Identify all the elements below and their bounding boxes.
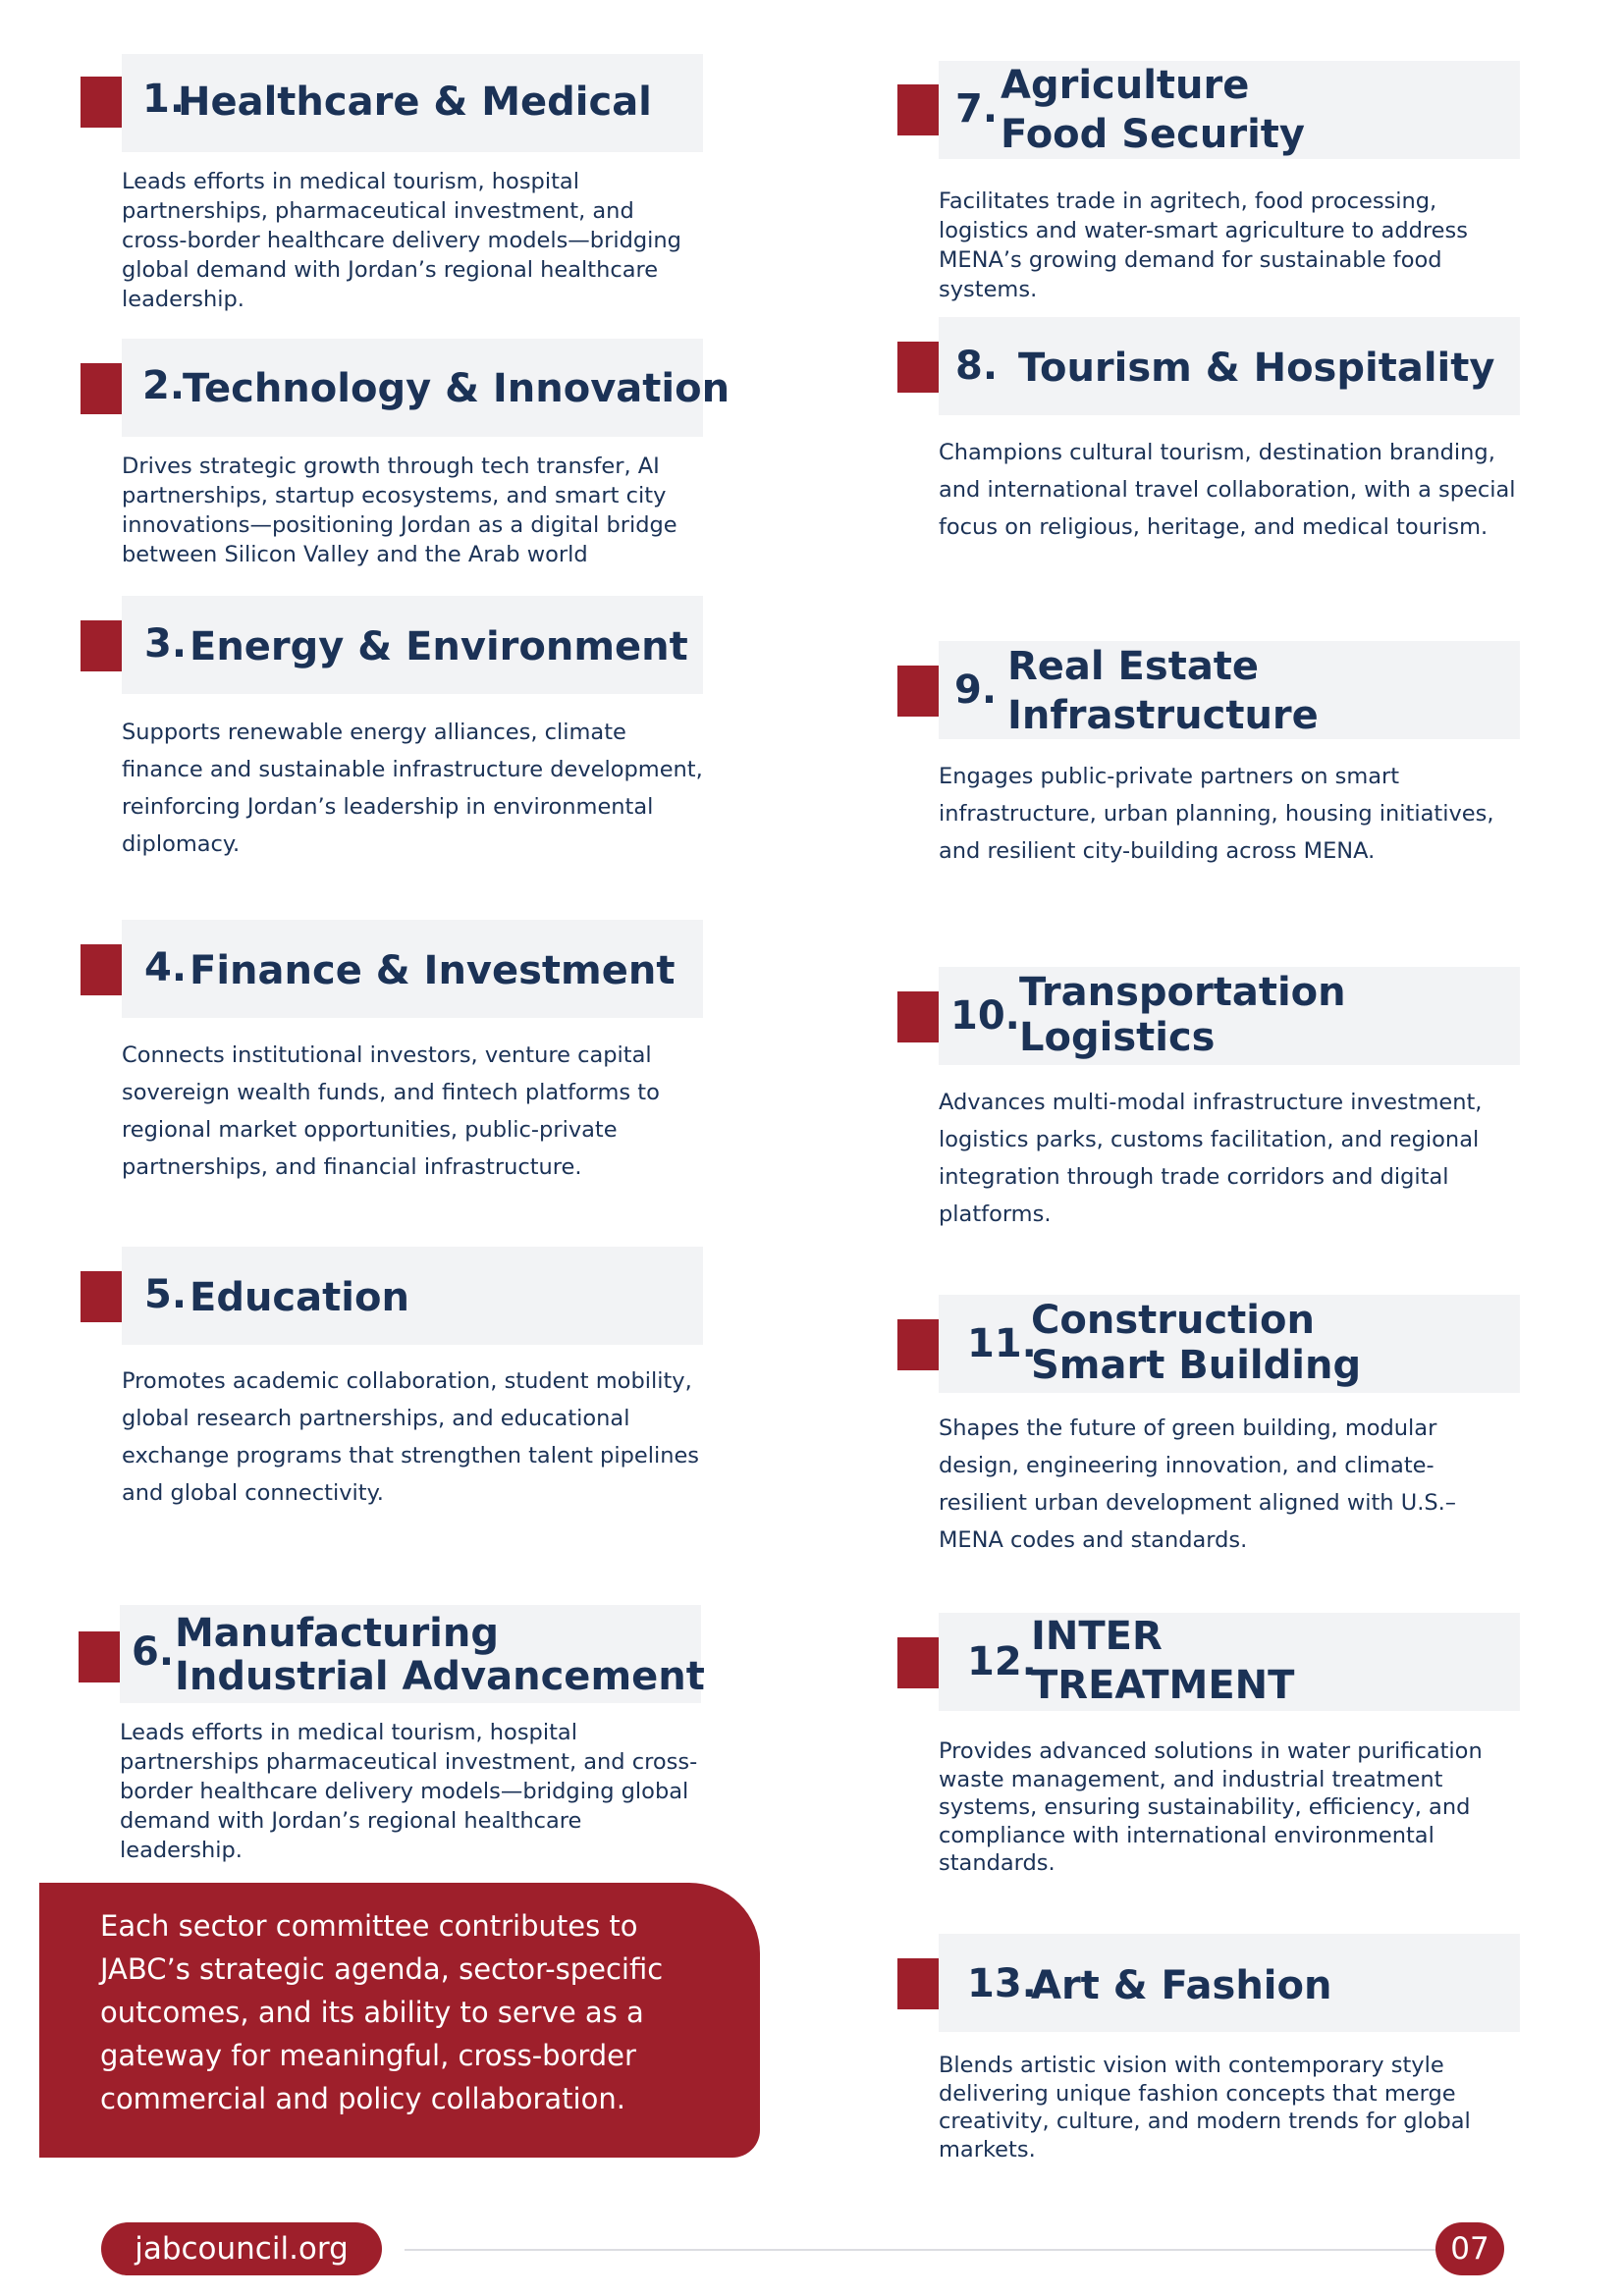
- sector-title: Technology & Innovation: [183, 366, 731, 411]
- sector-title: Energy & Environment: [189, 624, 688, 669]
- sector-number: 4.: [144, 945, 188, 990]
- sector-title-line2: Food Security: [1001, 112, 1305, 157]
- sector-title-line1: Agriculture: [1001, 63, 1250, 108]
- sector-title-line1: INTER: [1031, 1614, 1163, 1659]
- sector-number: 3.: [144, 621, 188, 667]
- sector-description: Provides advanced solutions in water purification waste management, and industrial treatment systems, ensuring sustainability, efficiency, and compliance with international environmental standards.: [939, 1738, 1483, 1876]
- accent-square: [897, 666, 939, 717]
- callout-text: Each sector committee contributes to JABC’s strategic agenda, sector-specific outcomes, and its ability to serve as a gateway for meaningful, cross-border commercial and policy collaboration.: [100, 1909, 664, 2115]
- sector-title-line2: Infrastructure: [1007, 693, 1319, 738]
- sector-description: Advances multi-modal infrastructure investment, logistics parks, customs facilitation, and regional integration through trade corridors and digital platforms.: [939, 1090, 1483, 1227]
- footer-divider: [405, 2249, 1435, 2251]
- sector-description: Connects institutional investors, venture capital sovereign wealth funds, and fintech platforms to regional market opportunities, public-private partnerships, and financial infrastructure.: [122, 1042, 660, 1180]
- accent-square: [81, 1271, 122, 1322]
- sector-number: 11.: [967, 1321, 1037, 1366]
- sector-number: 1.: [142, 77, 186, 122]
- accent-square: [81, 363, 122, 414]
- sector-title-line2: Logistics: [1019, 1015, 1216, 1060]
- sector-description: Supports renewable energy alliances, climate finance and sustainable infrastructure development, reinforcing Jordan’s leadership in environmental diplomacy.: [122, 720, 703, 857]
- sector-title: Education: [189, 1275, 409, 1320]
- accent-square: [897, 1319, 939, 1370]
- accent-square: [81, 620, 122, 671]
- sector-number: 7.: [955, 86, 999, 132]
- page-number: 07: [1435, 2222, 1504, 2275]
- sector-description: Leads efforts in medical tourism, hospital partnerships pharmaceutical investment, and cross-border healthcare delivery models—bridging global demand with Jordan’s regional healthcare leadership.: [120, 1720, 698, 1863]
- accent-square: [897, 991, 939, 1042]
- sector-description: Facilitates trade in agritech, food processing, logistics and water-smart agriculture to address MENA’s growing demand for sustainable food systems.: [939, 188, 1468, 302]
- sector-number: 5.: [144, 1272, 188, 1317]
- sector-description: Blends artistic vision with contemporary style delivering unique fashion concepts that merge creativity, culture, and modern trends for global markets.: [939, 2053, 1471, 2163]
- sector-number: 6.: [132, 1629, 175, 1675]
- sector-title-line1: Construction: [1031, 1298, 1315, 1343]
- accent-square: [897, 342, 939, 393]
- accent-square: [81, 77, 122, 128]
- sector-title: Tourism & Hospitality: [1018, 346, 1495, 391]
- sector-title-line2: TREATMENT: [1031, 1663, 1295, 1708]
- sector-description: Leads efforts in medical tourism, hospital partnerships, pharmaceutical investment, and cross-border healthcare delivery models—bridging global demand with Jordan’s regional healthcare leadership.: [122, 169, 681, 312]
- sector-title: Finance & Investment: [189, 948, 676, 993]
- sector-number: 13.: [967, 1961, 1037, 2006]
- sector-title-line1: Real Estate: [1007, 644, 1260, 689]
- sector-description: Shapes the future of green building, modular design, engineering innovation, and climate-resilient urban development aligned with U.S.–MENA codes and standards.: [939, 1415, 1457, 1553]
- sector-description: Engages public-private partners on smart infrastructure, urban planning, housing initiatives, and resilient city-building across MENA.: [939, 764, 1494, 864]
- sector-description: Drives strategic growth through tech transfer, AI partnerships, startup ecosystems, and smart city innovations—positioning Jordan as a digital bridge between Silicon Valley and the Arab world: [122, 454, 677, 567]
- sector-number: 12.: [967, 1639, 1037, 1684]
- accent-square: [81, 944, 122, 995]
- sector-title: Healthcare & Medical: [178, 80, 652, 125]
- sector-title-line1: Transportation: [1019, 970, 1346, 1015]
- sector-title: Art & Fashion: [1031, 1963, 1332, 2008]
- sector-number: 2.: [142, 363, 186, 408]
- sector-title-line2: Industrial Advancement: [175, 1654, 705, 1699]
- accent-square: [897, 1958, 939, 2009]
- website-link[interactable]: jabcouncil.org: [101, 2222, 382, 2275]
- callout-panel: [39, 1883, 760, 2158]
- sector-number: 10.: [950, 993, 1020, 1039]
- accent-square: [897, 84, 939, 135]
- sector-description: Champions cultural tourism, destination branding, and international travel collaboration, with a special focus on religious, heritage, and medical tourism.: [939, 440, 1516, 540]
- accent-square: [897, 1637, 939, 1688]
- sector-description: Promotes academic collaboration, student mobility, global research partnerships, and educational exchange programs that strengthen talent pipelines and global connectivity.: [122, 1368, 700, 1506]
- sector-number: 9.: [954, 667, 998, 713]
- sector-title-line1: Manufacturing: [175, 1611, 499, 1656]
- accent-square: [79, 1631, 120, 1682]
- sector-number: 8.: [955, 344, 999, 389]
- sector-title-line2: Smart Building: [1031, 1343, 1362, 1388]
